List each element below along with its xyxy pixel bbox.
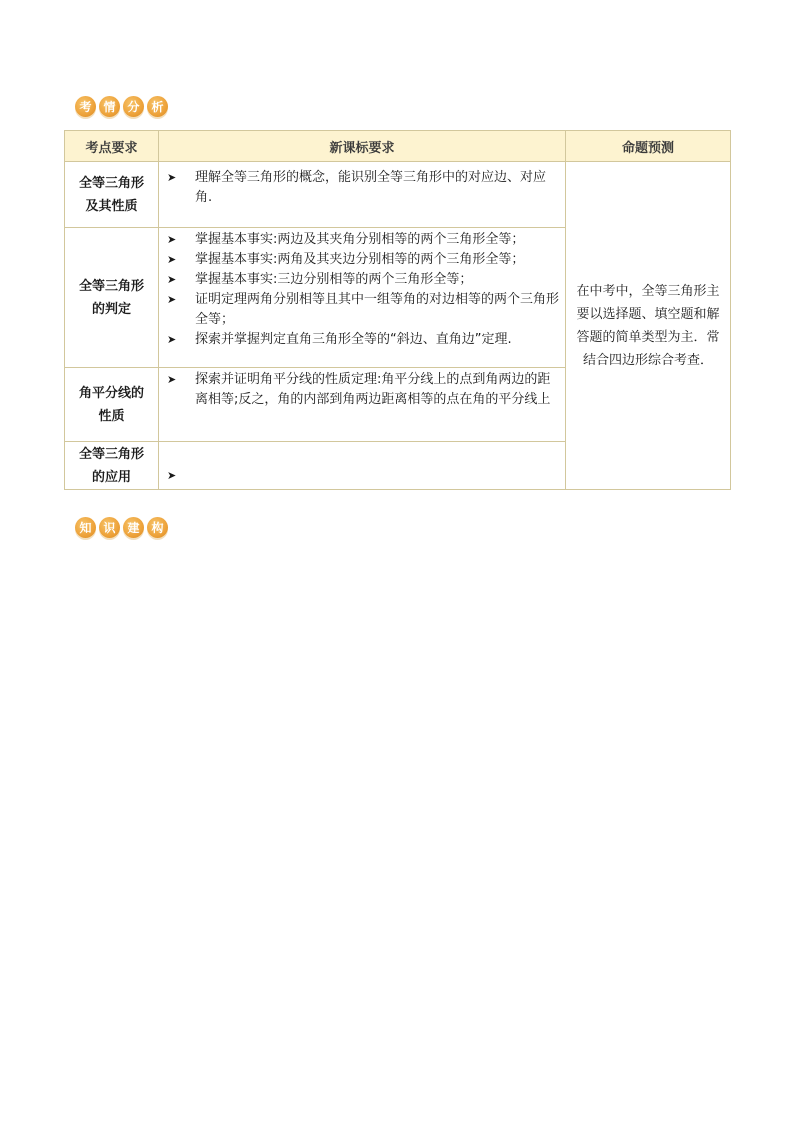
requirement-text: 掌握基本事实:三边分别相等的两个三角形全等； — [195, 272, 473, 287]
list-item — [165, 250, 559, 270]
arrowhead-icon: ➤ — [167, 468, 177, 482]
requirements-cell — [159, 442, 566, 490]
arrowhead-icon: ➤ — [167, 333, 177, 346]
requirements-cell — [159, 368, 566, 442]
table-header-row — [65, 131, 731, 162]
topic-line: 的判定 — [91, 301, 131, 317]
requirement-text: 探索并掌握判定直角三角形全等的“斜边、直角边”定理. — [195, 332, 512, 347]
requirement-text: 探索并证明角平分线的性质定理:角平分线上的点到角两边的距离相等;反之，角的内部到角两边距离相等的点在角的平分线上 — [195, 372, 551, 407]
section-badge-zhishi — [75, 517, 168, 538]
badge-char: 考 — [75, 96, 96, 117]
topic-line: 全等三角形 — [78, 278, 144, 294]
exam-analysis-table — [64, 130, 731, 490]
list-item — [165, 290, 559, 330]
list-item — [165, 330, 559, 350]
list-item — [165, 168, 559, 208]
topic-cell — [65, 368, 159, 442]
badge-char: 分 — [123, 96, 144, 117]
topic-line: 全等三角形 — [78, 446, 144, 462]
section-badge-kaoqing — [75, 96, 168, 117]
arrowhead-icon: ➤ — [167, 373, 177, 386]
badge-char: 情 — [99, 96, 120, 117]
arrowhead-icon: ➤ — [167, 171, 177, 184]
arrowhead-icon: ➤ — [167, 293, 177, 306]
topic-cell — [65, 228, 159, 368]
list-item — [165, 270, 559, 290]
topic-cell — [65, 442, 159, 490]
badge-char: 建 — [123, 517, 144, 538]
header-prediction: 命题预测 — [566, 131, 731, 162]
topic-cell — [65, 162, 159, 228]
requirements-cell — [159, 162, 566, 228]
topic-line: 全等三角形 — [78, 175, 144, 191]
topic-line: 及其性质 — [85, 198, 138, 214]
header-requirements: 新课标要求 — [159, 131, 566, 162]
topic-line: 性质 — [98, 408, 125, 424]
requirement-text: 掌握基本事实:两角及其夹边分别相等的两个三角形全等； — [195, 252, 525, 267]
list-item — [165, 370, 559, 410]
badge-char: 析 — [147, 96, 168, 117]
table-row — [65, 162, 731, 228]
topic-line: 的应用 — [91, 469, 131, 485]
list-item — [165, 230, 559, 250]
header-topic: 考点要求 — [65, 131, 159, 162]
badge-char: 构 — [147, 517, 168, 538]
requirement-text: 证明定理两角分别相等且其中一组等角的对边相等的两个三角形全等； — [195, 292, 560, 327]
topic-line: 角平分线的 — [78, 385, 144, 401]
requirements-cell — [159, 228, 566, 368]
requirement-text: 理解全等三角形的概念，能识别全等三角形中的对应边、对应角. — [195, 170, 547, 205]
badge-char: 识 — [99, 517, 120, 538]
arrowhead-icon: ➤ — [167, 233, 177, 246]
requirement-text: 掌握基本事实:两边及其夹角分别相等的两个三角形全等； — [195, 232, 525, 247]
arrowhead-icon: ➤ — [167, 253, 177, 266]
badge-char: 知 — [75, 517, 96, 538]
arrowhead-icon: ➤ — [167, 273, 177, 286]
prediction-cell: 在中考中，全等三角形主要以选择题、填空题和解答题的简单类型为主．常结合四边形综合考查． — [566, 162, 731, 490]
